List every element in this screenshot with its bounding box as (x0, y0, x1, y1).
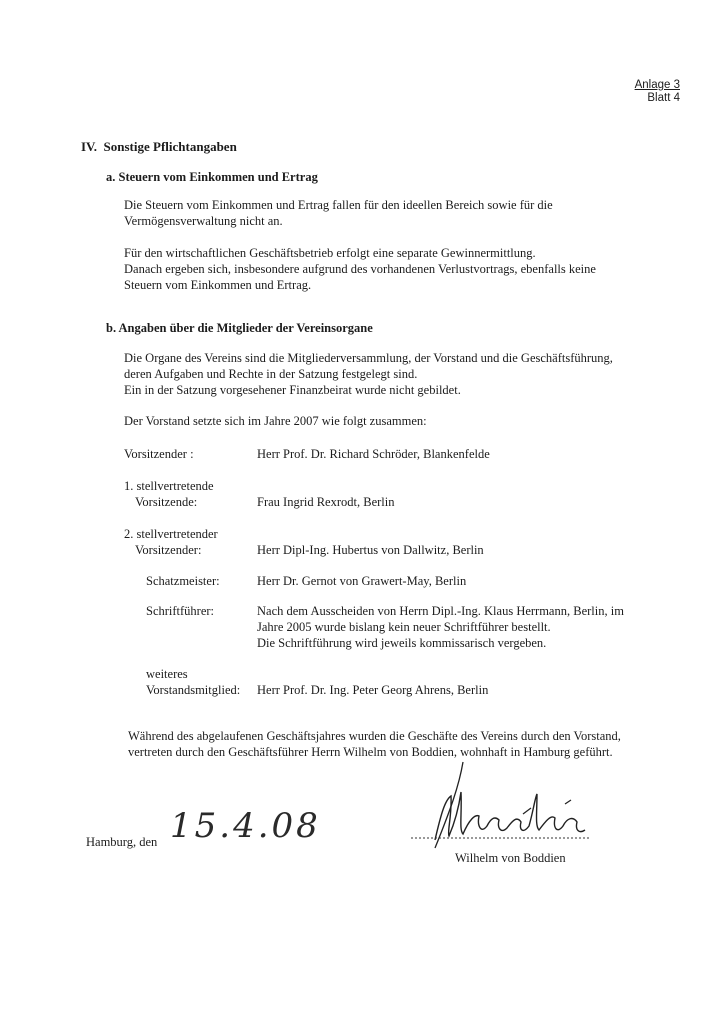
subsection-a-paragraph-1 (124, 197, 553, 229)
text-line: deren Aufgaben und Rechte in der Satzung festgelegt sind. (124, 367, 418, 381)
sheet-label: Blatt 4 (647, 92, 680, 104)
text-line: Die Schriftführung wird jeweils kommissarisch vergeben. (257, 636, 547, 650)
handwritten-signature (405, 756, 605, 856)
member-label-stellv2-line1: 2. stellvertretender (124, 527, 218, 541)
subsection-a-paragraph-2 (124, 245, 596, 293)
signer-name: Wilhelm von Boddien (455, 851, 566, 865)
member-value-schatzmeister: Herr Dr. Gernot von Grawert-May, Berlin (257, 574, 467, 588)
member-label-schatzmeister: Schatzmeister: (146, 574, 220, 588)
section-title (81, 139, 237, 155)
member-value-stellv1: Frau Ingrid Rexrodt, Berlin (257, 495, 395, 509)
member-label-stellv1-line1: 1. stellvertretende (124, 479, 214, 493)
annex-label: Anlage 3 (634, 79, 680, 91)
member-value-stellv2: Herr Dipl-Ing. Hubertus von Dallwitz, Berlin (257, 543, 484, 557)
text-line: vertreten durch den Geschäftsführer Herrn Wilhelm von Boddien, wohnhaft in Hamburg geführt. (128, 745, 613, 759)
text-line: Die Steuern vom Einkommen und Ertrag fallen für den ideellen Bereich sowie für die (124, 198, 553, 212)
section-title-text: Sonstige Pflichtangaben (103, 139, 237, 154)
subsection-a-title: a. Steuern vom Einkommen und Ertrag (106, 170, 318, 184)
text-line: Nach dem Ausscheiden von Herrn Dipl.-Ing. Klaus Herrmann, Berlin, im (257, 604, 624, 618)
board-intro: Der Vorstand setzte sich im Jahre 2007 wie folgt zusammen: (124, 414, 427, 428)
text-line: Jahre 2005 wurde bislang kein neuer Schriftführer bestellt. (257, 620, 551, 634)
member-value-schriftfuehrer (257, 603, 624, 651)
text-line: Während des abgelaufenen Geschäftsjahres wurden die Geschäfte des Vereins durch den Vorstand, (128, 729, 621, 743)
subsection-b-paragraph-1 (124, 350, 613, 398)
text-line: Danach ergeben sich, insbesondere aufgrund des vorhandenen Verlustvortrags, ebenfalls keine (124, 262, 596, 276)
member-value-weiteres: Herr Prof. Dr. Ing. Peter Georg Ahrens, Berlin (257, 683, 489, 697)
section-number: IV. (81, 139, 98, 154)
member-label-weiteres-line1: weiteres (146, 667, 188, 681)
member-label-stellv1-line2: Vorsitzende: (135, 495, 198, 509)
member-label-schriftfuehrer: Schriftführer: (146, 604, 215, 618)
member-label-weiteres-line2: Vorstandsmitglied: (146, 683, 241, 697)
member-label-stellv2-line2: Vorsitzender: (135, 543, 202, 557)
handwritten-date: 15.4.08 (170, 806, 321, 846)
text-line: Steuern vom Einkommen und Ertrag. (124, 278, 312, 292)
text-line: Für den wirtschaftlichen Geschäftsbetrieb erfolgt eine separate Gewinnermittlung. (124, 246, 536, 260)
member-label-vorsitzender: Vorsitzender : (124, 447, 194, 461)
text-line: Die Organe des Vereins sind die Mitgliederversammlung, der Vorstand und die Geschäftsführung, (124, 351, 613, 365)
subsection-b-title: b. Angaben über die Mitglieder der Vereinsorgane (106, 321, 373, 335)
place-date-label: Hamburg, den (86, 835, 158, 849)
text-line: Ein in der Satzung vorgesehener Finanzbeirat wurde nicht gebildet. (124, 383, 461, 397)
text-line: Vermögensverwaltung nicht an. (124, 214, 283, 228)
member-value-vorsitzender: Herr Prof. Dr. Richard Schröder, Blankenfelde (257, 447, 490, 461)
